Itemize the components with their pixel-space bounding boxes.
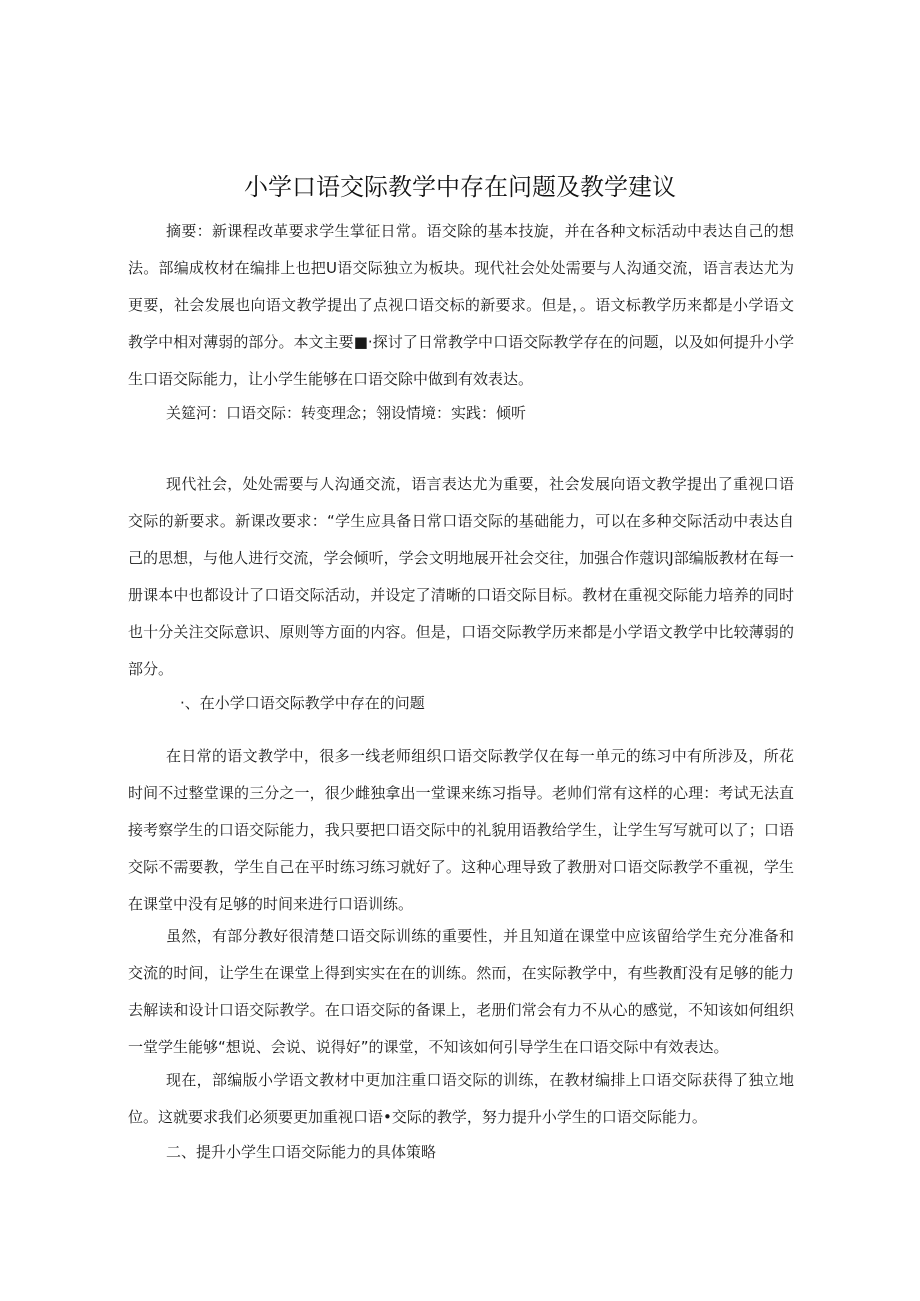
keywords-text: 关筵河：口语交际：转变理念；翎设情境：实践：倾听 [166,404,527,422]
intro-text: 现代社会，处处需要与人沟通交流，语言表达尤为重要，社会发展向语文教学提出了重视口语交际的新要求。新课改要求：“学生应具备日常口语交际的基础能力，可以在多种交际活动中表达自己的思想，与他人进行交流，学会倾听，学会文明地展开社会交往，加强合作蔻识J部编版教材在每一册课本中也都设计了口语交际活动，并设定了清晰的口语交际目标。教材在重视交际能力培养的同时也十分关注交际意识、原则等方面的内容。但是，口语交际教学历来都是小学语文教学中比较薄弱的部分。 [128,475,794,678]
section1-p2-text: 虽然，有部分教好很清楚口语交际训练的重要性，并且知道在课堂中应该留给学生充分准备和交流的时间，让学生在课堂上得到实实在在的训练。然而，在实际教学中，有些教酊没有足够的能力去解读和设计口语交际教学。在口语交际的备课上，老册们常会有力不从心的感觉，不知该如何组织一堂学生能够“想说、会说、说得好”的课堂，不知该如何引导学生在口语交际中有效表达。 [128,927,794,1056]
intro-paragraph [128,466,794,688]
section1-p3-text: 现在，部编版小学语文教材中更加注重口语交际的训练，在教材编排上口语交际获得了独立地位。这就要求我们必须要更加重视口语•交际的教学，努力提升小学生的口语交际能力。 [128,1071,794,1126]
section1-heading: ·、在小学口语交际教学中存在的问题 [180,694,425,712]
section1-paragraph-1 [128,738,794,923]
section1-paragraph-2 [128,918,794,1066]
section1-paragraph-3 [128,1062,794,1136]
abstract-text: 摘要：新课程改革要求学生掌征日常。语交除的基本技旋，并在各种文标活动中表达自己的想法。部编成枚材在编排上也把U语交际独立为板块。现代社会处处需要与人沟通交流，语言表达尤为更要，社会发展也向语文教学提出了点视口语交标的新要求。但是，。语文标教学历来都是小学语文教学中相对薄弱的部分。本文主要■·探讨了日常教学中口语交际教学存在的问题，以及如何提升小学生口语交际能力，让小学生能够在口语交除中做到有效表达。 [128,222,794,388]
section1-p1-text: 在日常的语文教学中，很多一线老师组织口语交际教学仅在每一单元的练习中有所涉及，所花时间不过整堂课的三分之一，很少雌独拿出一堂课来练习指导。老帅们常有这样的心理：考试无法直接考察学生的口语交际能力，我只要把口语交际中的礼貌用语教给学生，让学生写写就可以了；口语交际不需要教，学生自己在平时练习练习就好了。这种心理导致了教册对口语交际教学不重视，学生在课堂中没有足够的时间来进行口语训练。 [128,747,794,913]
abstract-paragraph [128,213,794,398]
keywords-paragraph [128,395,794,432]
document-title: 小学口语交际教学中存在问题及教学建议 [244,173,676,201]
section2-heading: 二、提升小学生口语交际能力的具体策略 [166,1143,437,1161]
